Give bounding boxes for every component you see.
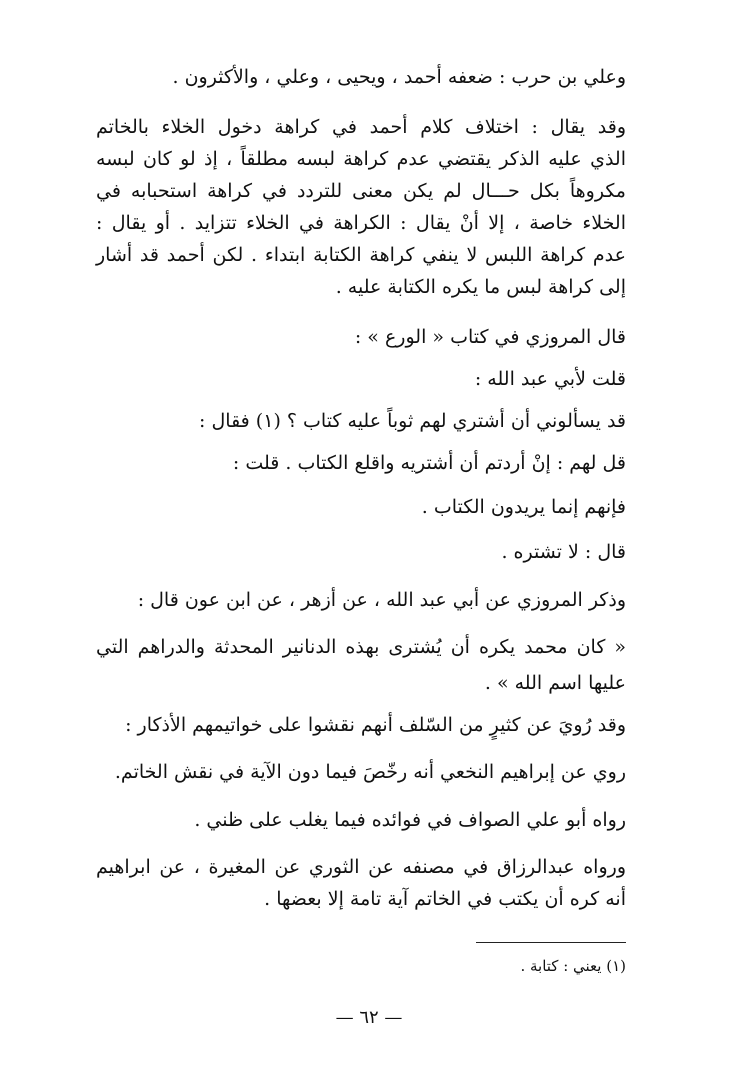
text-line-15: « كان محمد يكره أن يُشترى بهذه الدنانير المحدثة والدراهم التي [96, 636, 626, 658]
text-line-21: أنه كره أن يكتب في الخاتم آية تامة إلا بعضها . [264, 888, 626, 910]
text-line-14: وذكر المروزي عن أبي عبد الله ، عن أزهر ، عن ابن عون قال : [137, 589, 626, 611]
text-line-10: قد يسألوني أن أشتري لهم ثوباً عليه كتاب ؟ (١) فقال : [199, 410, 626, 432]
text-line-17: وقد رُويَ عن كثيرٍ من السّلف أنهم نقشوا على خواتيمهم الأذكار : [125, 714, 626, 736]
text-line-11: قل لهم : إنْ أردتم أن أشتريه واقلع الكتاب . قلت : [232, 452, 626, 474]
text-line-9: قلت لأبي عبد الله : [474, 368, 626, 390]
text-line-16: عليها اسم الله » . [484, 672, 626, 694]
text-line-7: إلى كراهة لبس ما يكره الكتابة عليه . [335, 276, 626, 298]
text-line-3: الذي عليه الذكر يقتضي عدم كراهة لبسه مطلقاً ، إذ لو كان لبسه [96, 148, 626, 170]
text-line-6: عدم كراهة اللبس لا ينفي كراهة الكتابة ابتداء . لكن أحمد قد أشار [96, 244, 626, 266]
text-line-20: ورواه عبدالرزاق في مصنفه عن الثوري عن المغيرة ، عن ابراهيم [96, 856, 626, 878]
text-line-12: فإنهم إنما يريدون الكتاب . [421, 496, 626, 518]
text-line-13: قال : لا تشتره . [501, 541, 626, 563]
page-number: — ٦٢ — [335, 1007, 403, 1028]
footnote-separator [476, 942, 626, 943]
text-line-2: وقد يقال : اختلاف كلام أحمد في كراهة دخول الخلاء بالخاتم [96, 116, 626, 138]
text-line-5: الخلاء خاصة ، إلا أنْ يقال : الكراهة في الخلاء تتزايد . أو يقال : [96, 212, 626, 234]
text-line-19: رواه أبو علي الصواف في فوائده فيما يغلب على ظني . [194, 809, 626, 831]
text-line-1: وعلي بن حرب : ضعفه أحمد ، ويحيى ، وعلي ، والأكثرون . [172, 66, 626, 88]
footnote: (١) يعني : كتابة . [520, 957, 626, 975]
text-line-18: روي عن إبراهيم النخعي أنه رخّصَ فيما دون الآية في نقش الخاتم. [114, 761, 626, 783]
text-line-4: مكروهاً بكل حـــال لم يكن معنى للتردد في كراهة استحبابه في [96, 180, 626, 202]
text-line-8: قال المروزي في كتاب « الورع » : [354, 326, 626, 348]
